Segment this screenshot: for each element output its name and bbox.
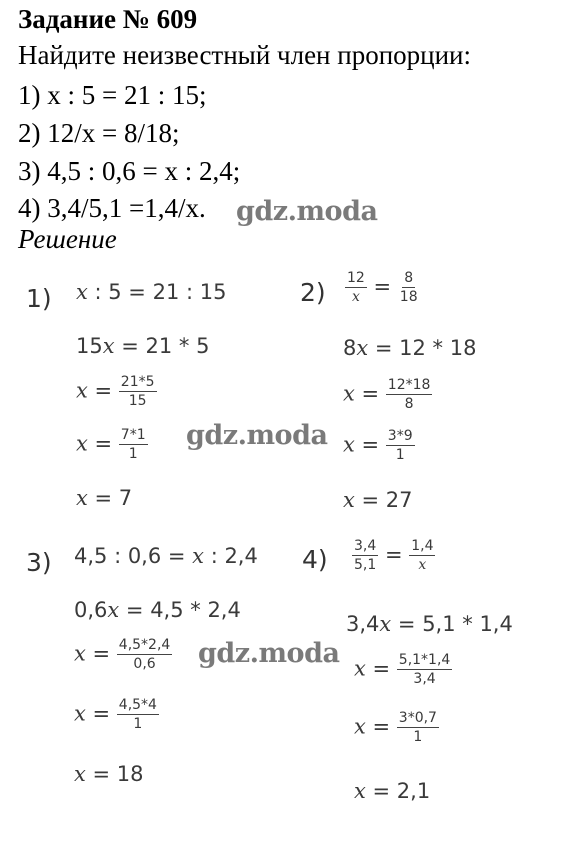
part-2-eq-1: $\frac{12}{x}$ = $\frac{8}{18}$ [347,270,418,305]
part-1-eq-4: x = $\frac{7*1}{1}$ [76,427,146,462]
part-1-eq-5: x = 7 [76,486,133,510]
part-1-eq-1: x : 5 = 21 : 15 [76,280,227,304]
problem-item-1: 1) x : 5 = 21 : 15; [18,80,207,110]
part-2-eq-2: 8x = 12 * 18 [343,336,477,360]
part-3-eq-1: 4,5 : 0,6 = x : 2,4 [74,544,258,568]
solution-heading: Решение [18,224,117,254]
part-3-label: 3) [26,548,52,577]
watermark-top: gdz.moda [236,196,378,227]
part-4-eq-2: 3,4x = 5,1 * 1,4 [346,612,513,636]
part-1-eq-2: 15x = 21 * 5 [76,334,210,358]
part-2-eq-5: x = 27 [343,488,413,512]
part-2-label: 2) [300,278,326,307]
problem-item-3: 3) 4,5 : 0,6 = x : 2,4; [18,156,241,186]
part-4-eq-4: x = $\frac{3*0,7}{1}$ [354,710,437,745]
part-4-eq-5: x = 2,1 [354,779,431,803]
part-4-eq-3: x = $\frac{5,1*1,4}{3,4}$ [354,652,451,687]
part-1-label: 1) [26,284,52,313]
part-1-eq-3: x = $\frac{21*5}{15}$ [76,374,155,409]
problem-item-4: 4) 3,4/5,1 =1,4/x. [18,193,206,223]
part-4-label: 4) [302,545,328,574]
part-2-eq-4: x = $\frac{3*9}{1}$ [343,428,413,463]
part-3-eq-5: x = 18 [74,762,144,786]
problem-prompt: Найдите неизвестный член пропорции: [18,40,472,70]
part-3-eq-4: x = $\frac{4,5*4}{1}$ [74,697,157,732]
watermark-middle: gdz.moda [186,420,328,451]
part-3-eq-2: 0,6x = 4,5 * 2,4 [74,598,241,622]
part-4-eq-1: $\frac{3,4}{5,1}$ = $\frac{1,4}{x}$ [354,538,434,573]
part-3-eq-3: x = $\frac{4,5*2,4}{0,6}$ [74,637,171,672]
problem-item-2: 2) 12/x = 8/18; [18,118,180,148]
part-2-eq-3: x = $\frac{12*18}{8}$ [343,377,431,412]
watermark-bottom: gdz.moda [198,638,340,669]
task-title: Задание № 609 [18,4,198,34]
